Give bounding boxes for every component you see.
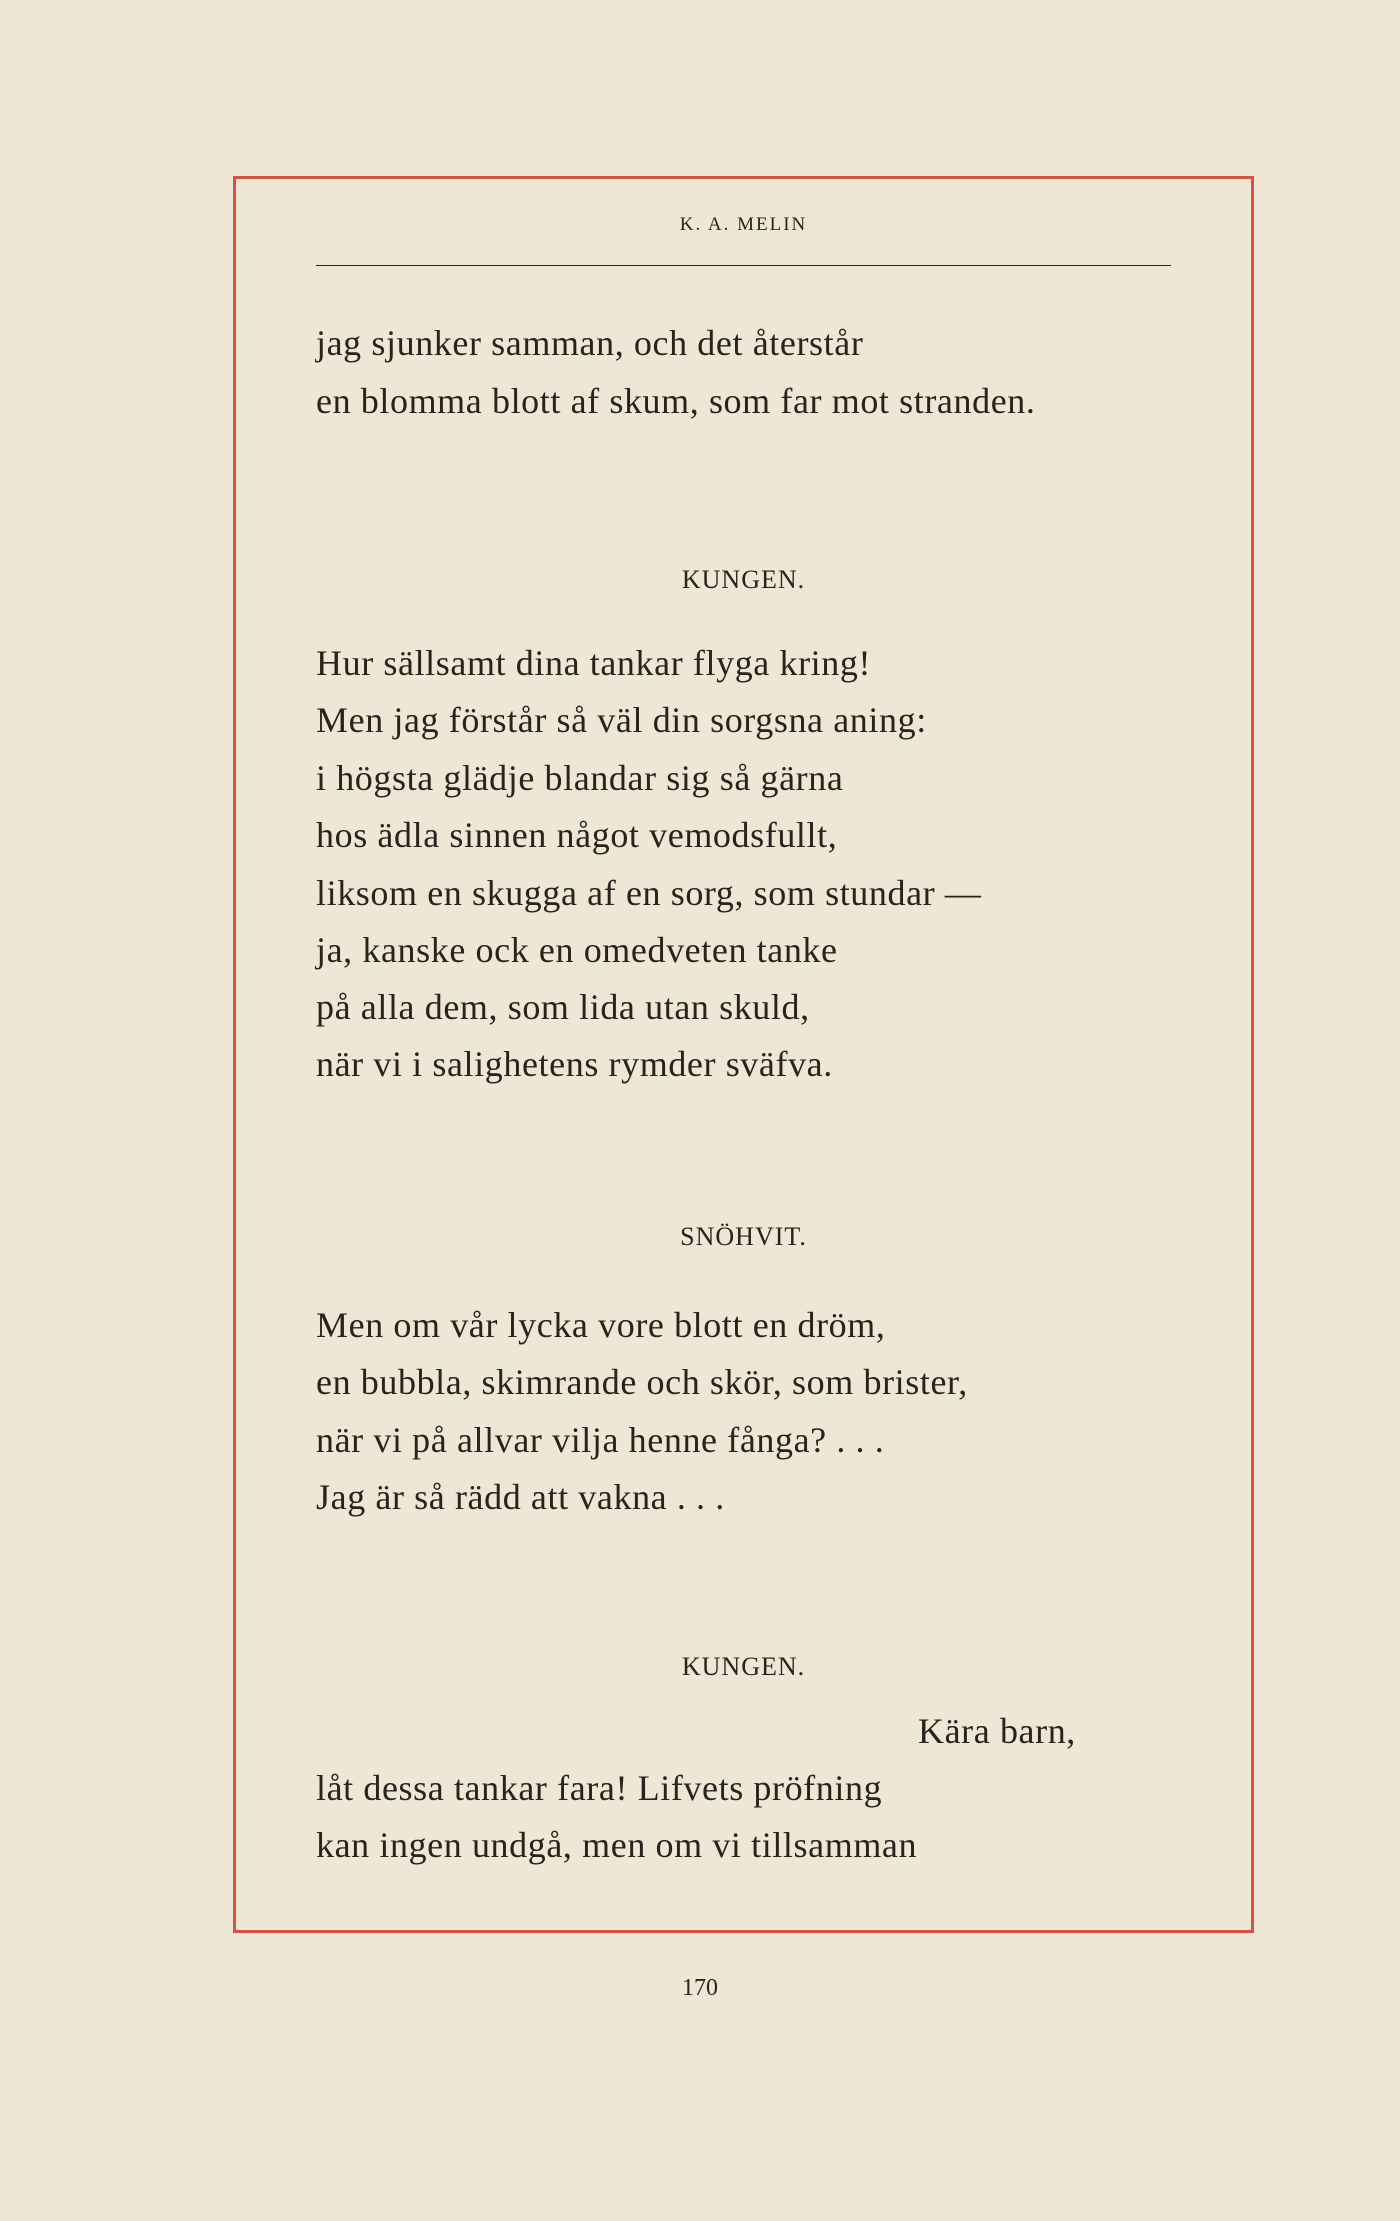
verse-line: Men om vår lycka vore blott en dröm, [316, 1305, 886, 1345]
verse-line: låt dessa tankar fara! Lifvets pröfning [316, 1768, 883, 1808]
speaker-name: KUNGEN. [681, 565, 806, 594]
speaker-name: SNÖHVIT. [680, 1222, 807, 1251]
verse-line: på alla dem, som lida utan skuld, [316, 987, 810, 1027]
verse-line: när vi på allvar vilja henne fånga? . . . [316, 1420, 885, 1460]
running-header: K. A. MELIN [679, 214, 808, 235]
verse-line: i högsta glädje blandar sig så gärna [316, 758, 844, 798]
verse-line: Men jag förstår så väl din sorgsna aning: [316, 700, 927, 740]
page-number: 170 [682, 1975, 718, 2001]
verse-line: Hur sällsamt dina tankar flyga kring! [316, 643, 872, 683]
verse-line: jag sjunker samman, och det återstår [316, 323, 864, 363]
page-frame [233, 176, 1254, 1933]
verse-line: Kära barn, [918, 1711, 1076, 1751]
verse-line: hos ädla sinnen något vemodsfullt, [316, 815, 838, 855]
verse-line: när vi i salighetens rymder sväfva. [316, 1044, 833, 1084]
verse-line: ja, kanske ock en omedveten tanke [316, 930, 838, 970]
verse-line: kan ingen undgå, men om vi tillsamman [316, 1825, 918, 1865]
verse-line: en blomma blott af skum, som far mot stranden. [316, 381, 1036, 421]
speaker-name: KUNGEN. [681, 1652, 806, 1681]
verse-line: liksom en skugga af en sorg, som stundar — [316, 873, 982, 913]
verse-line: en bubbla, skimrande och skör, som brister, [316, 1362, 968, 1402]
header-rule [316, 265, 1171, 266]
verse-line: Jag är så rädd att vakna . . . [316, 1477, 725, 1517]
